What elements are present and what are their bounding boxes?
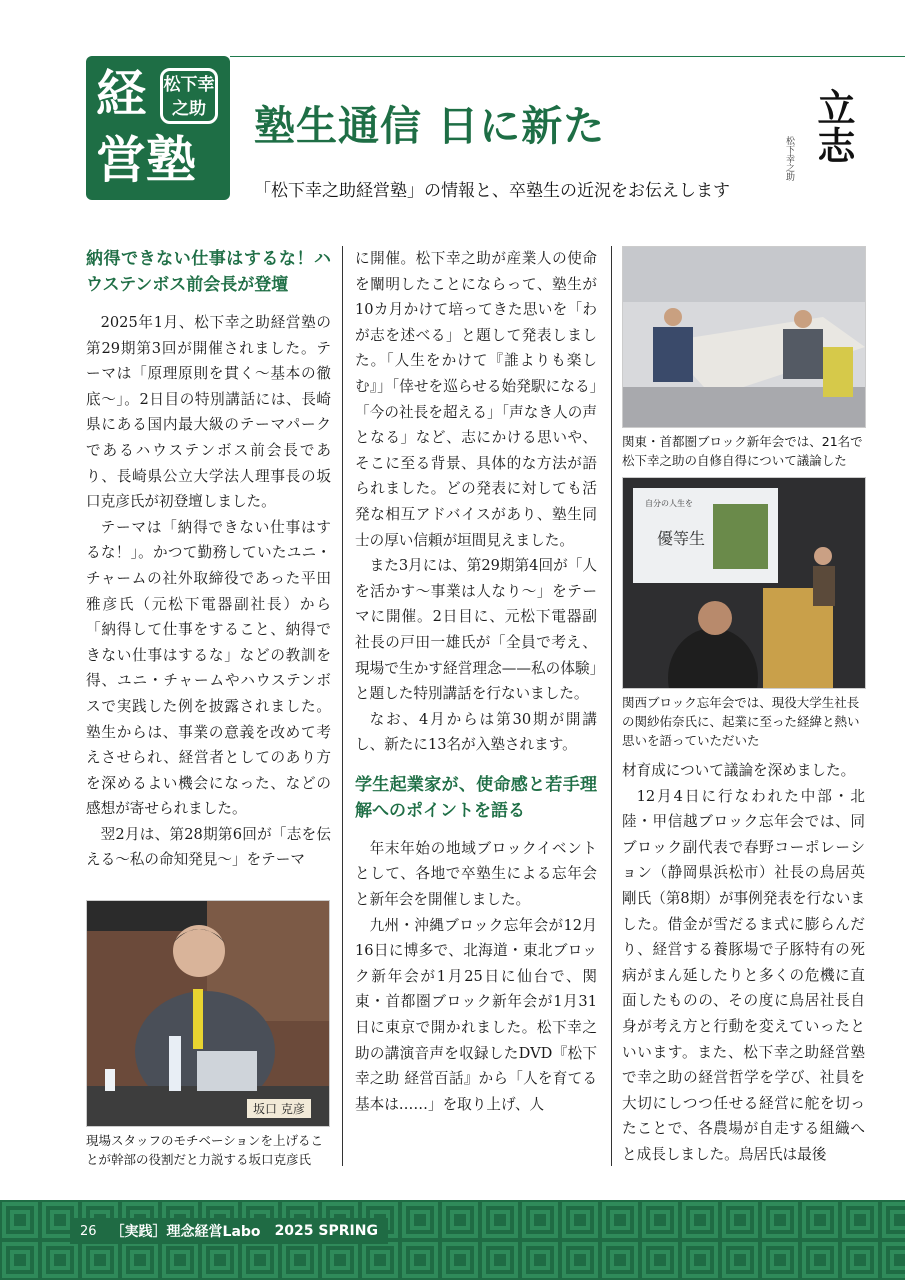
page-footer	[0, 1200, 905, 1280]
article1-continued-para-1: に開催。松下幸之助が産業人の使命を闡明したことにならって、塾生が10カ月かけて培ってきた思いを「わが志を述べる」と題して発表しました。「人生をかけて『誰よりも楽しむ』」「倖せを巡らせる始発駅になる」「今の社長を超える」「声なき人の声となる」など、志にかける思いや、そこに至る背景、具体的な方法が語られました。どの発表に対しても活発な相互アドバイスがあり、塾生同士の厚い信頼が垣間見えました。	[355, 250, 597, 549]
photo-caption-1: 現場スタッフのモチベーションを上げることが幹部の役割だと力説する坂口克彦氏	[86, 1133, 324, 1167]
photo-kansai-presentation	[622, 477, 866, 689]
slide-title-text: 優等生	[657, 529, 706, 548]
article1-para-2: テーマは「納得できない仕事はするな！」。かつて勤務していたユニ・チャームの社外取締役であった平田雅彦氏（元松下電器副社長）から「納得して仕事をすること、納得できない仕事はするな」などの教訓を得、ユニ・チャームやハウステンボスで実践した例を披露されました。塾生からは、事業の意義を改めて考えさせられ、経営者としてのあり方を深めるよい機会になった、などの感想が寄せられました。	[86, 518, 331, 818]
page-number: 26	[80, 1223, 97, 1239]
article2-para-2: 九州・沖縄ブロック忘年会が12月16日に博多で、北海道・東北ブロック新年会が1月25日に仙台で、関東・首都圏ブロック新年会が1月31日に東京で開かれました。松下幸之助の講演音声を収録したDVD『松下幸之助 経営百話』から「人を育てる基本は……」を取り上げ、人	[355, 916, 597, 1113]
issue-label: 2025 SPRING	[274, 1223, 378, 1239]
article1-para-1: 2025年1月、松下幸之助経営塾の第29期第3回が開催されました。テーマは「原理原則を貫く〜基本の徹底〜」。2日目の特別講話には、長崎県にある国内最大級のテーマパークであるハウステンボス前会長であり、長崎県公立大学法人理事長の坂口克彦氏が初登壇しました。	[86, 314, 331, 511]
column-divider-2	[611, 246, 612, 1166]
article2-continued-para-2: 12月4日に行なわれた中部・北陸・甲信越ブロック忘年会では、同ブロック副代表で春野コーポレーション（静岡県浜松市）社長の鳥居英剛氏（第8期）が事例発表を行ないました。借金が雪だるま式に膨らんだり、経営する養豚場で子豚特有の死病がまん延したりと多くの危機に直面したものの、その度に鳥居社長自身が考え方と行動を変えていったといいます。また、松下幸之助経営塾で幸之助の経営哲学を学び、社員を大切にしつつ任せる経営に舵を切ったことで、各農場が自走する組織へと成長しました。鳥居氏は最後	[622, 787, 865, 1163]
photo-caption-2: 関東・首都圏ブロック新年会では、21名で松下幸之助の自修自得について議論した	[622, 434, 863, 468]
photo-kanto-meeting	[622, 246, 866, 428]
article1-continued-para-3: なお、4月からは第30期が開講し、新たに13名が入塾されます。	[355, 710, 597, 754]
photo-kansai-illustration	[623, 478, 865, 688]
column-divider-1	[342, 246, 343, 1166]
calligraphy	[784, 88, 856, 208]
photo-nameplate: 坂口 克彦	[247, 1099, 311, 1118]
photo-sakaguchi	[86, 900, 330, 1127]
keieijuku-logo	[86, 56, 230, 200]
header-rule	[230, 56, 905, 57]
article1-heading: 納得できない仕事はするな！ハウステンボス前会長が登壇	[86, 249, 331, 295]
page-title: 塾生通信 日に新た	[254, 102, 606, 150]
column-2	[355, 246, 597, 1117]
column-3	[622, 758, 865, 1168]
article2-continued-para-1: 材育成について議論を深めました。	[622, 762, 856, 779]
photo-sakaguchi-illustration	[87, 901, 329, 1126]
page-subtitle: 「松下幸之助経営塾」の情報と、卒塾生の近況をお伝えします	[254, 181, 730, 201]
article1-para-3: 翌2月は、第28期第6回が「志を伝える〜私の命知発見〜」をテーマ	[86, 825, 331, 869]
slide-small-text: 自分の人生を	[645, 499, 693, 508]
photo-kanto-illustration	[623, 247, 865, 427]
article1-continued-para-2: また3月には、第29期第4回が「人を活かす〜事業は人なり〜」をテーマに開催。2日目に、元松下電器副社長の戸田一雄氏が「全員で考え、現場で生かす経営理念——私の体験」と題した特別講話を行ないました。	[355, 557, 597, 703]
footer-bar	[70, 1218, 388, 1244]
logo-char-kei: 経	[96, 65, 146, 123]
article2-heading: 学生起業家が、使命感と若手理解へのポイントを語る	[355, 774, 597, 821]
article2-para-1: 年末年始の地域ブロックイベントとして、各地で卒塾生による忘年会と新年会を開催しました。	[355, 839, 597, 909]
calligraphy-text: 立志	[811, 88, 856, 164]
photo-caption-3: 関西ブロック忘年会では、現役大学生社長の関紗佑奈氏に、起業に至った経緯と熱い思いを語っていただいた	[622, 695, 860, 748]
logo-char-eijuku: 営塾	[96, 131, 196, 189]
logo-box: 松下幸之助	[160, 68, 218, 124]
calligraphy-signature: 松下幸之助	[784, 136, 794, 181]
magazine-title: ［実践］理念経営Labo	[110, 1224, 261, 1240]
column-1	[86, 246, 331, 873]
